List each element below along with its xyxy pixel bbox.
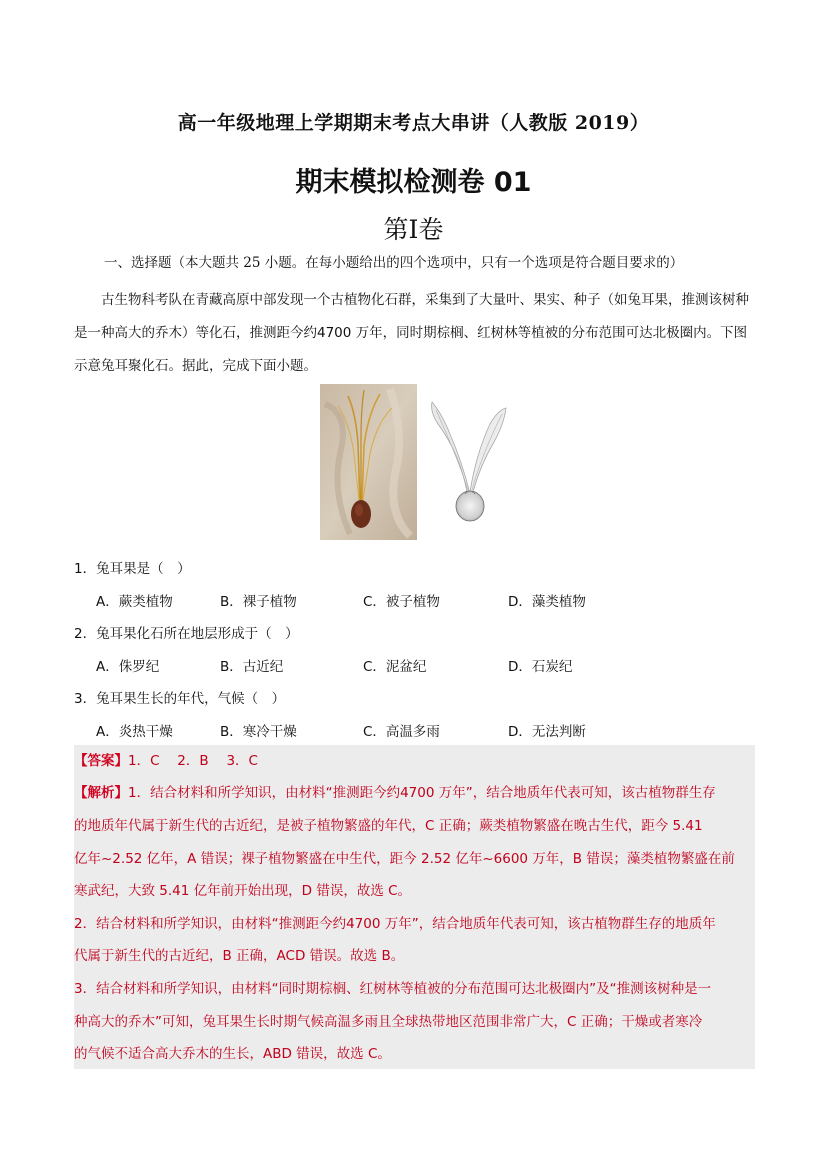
analysis-tag: 【解析】 xyxy=(74,785,128,801)
question-3-option-d: D．无法判断 xyxy=(508,724,586,740)
exam-title: 期末模拟检测卷 01 xyxy=(295,167,532,198)
question-3-option-b: B．寒冷干燥 xyxy=(220,724,297,740)
question-2-stem: 2．兔耳果化石所在地层形成于（ ） xyxy=(74,626,299,642)
analysis-line-3: 亿年~2.52 亿年，A 错误；裸子植物繁盛在中生代，距今 2.52 亿年~6600 万年，B 错误；藻类植物繁盛在前 xyxy=(74,851,735,867)
analysis-line-8: 种高大的乔木”可知，兔耳果生长时期气候高温多雨且全球热带地区范围非常广大，C 正确；干燥或者寒冷 xyxy=(74,1014,703,1030)
question-1-option-b: B．裸子植物 xyxy=(220,594,297,610)
question-1-stem: 1．兔耳果是（ ） xyxy=(74,561,191,577)
analysis-line-5: 2．结合材料和所学知识，由材料“推测距今约4700 万年”，结合地质年代表可知，该古植物群生存的地质年 xyxy=(74,916,716,932)
analysis-line-4: 寒武纪，大致 5.41 亿年前开始出现，D 错误，故选 C。 xyxy=(74,883,412,899)
analysis-line-9: 的气候不适合高大乔木的生长，ABD 错误，故选 C。 xyxy=(74,1046,391,1062)
analysis-line-7: 3．结合材料和所学知识，由材料“同时期棕榈、红树林等植被的分布范围可达北极圈内”及“推测该树种是一 xyxy=(74,981,712,997)
question-1-option-d: D．藻类植物 xyxy=(508,594,586,610)
series-title: 高一年级地理上学期期末考点大串讲（人教版 2019） xyxy=(177,112,650,134)
question-1-option-c: C．被子植物 xyxy=(363,594,440,610)
fossil-figure-svg xyxy=(320,384,516,540)
fossil-figure xyxy=(320,384,516,540)
question-1-option-a: A．蕨类植物 xyxy=(96,594,173,610)
analysis-line-1 xyxy=(74,785,716,801)
analysis-line-2: 的地质年代属于新生代的古近纪，是被子植物繁盛的年代，C 正确；蕨类植物繁盛在晚古生代，距今 5.41 xyxy=(74,818,703,834)
fossil-photo xyxy=(320,384,417,540)
question-2-option-a: A．侏罗纪 xyxy=(96,659,160,675)
material-paragraph: 古生物科考队在青藏高原中部发现一个古植物化石群，采集到了大量叶、果实、种子（如兔耳果，推测该树种是一种高大的乔木）等化石，推测距今约4700 万年，同时期棕榈、红树林等植被的分布范围可达北极圈内。下图示意兔耳聚化石。据此，完成下面小题。 xyxy=(74,292,749,374)
volume-title: 第I卷 xyxy=(383,215,444,244)
answer-line xyxy=(74,753,258,769)
analysis-line-6: 代属于新生代的古近纪，B 正确，ACD 错误。故选 B。 xyxy=(74,948,405,964)
question-2-option-b: B．古近纪 xyxy=(220,659,284,675)
answer-values: 1．C 2．B 3．C xyxy=(128,753,258,769)
question-2-option-c: C．泥盆纪 xyxy=(363,659,427,675)
answer-tag: 【答案】 xyxy=(74,753,128,769)
seed-illustration xyxy=(420,384,516,540)
analysis-text-1: 1．结合材料和所学知识，由材料“推测距今约4700 万年”，结合地质年代表可知，该古植物群生存 xyxy=(128,785,716,801)
question-3-option-c: C．高温多雨 xyxy=(363,724,440,740)
question-2-option-d: D．石炭纪 xyxy=(508,659,573,675)
section-heading: 一、选择题（本大题共 25 小题。在每小题给出的四个选项中，只有一个选项是符合题目要求的） xyxy=(104,255,684,271)
question-3-stem: 3．兔耳果生长的年代，气候（ ） xyxy=(74,691,286,707)
question-3-option-a: A．炎热干燥 xyxy=(96,724,173,740)
